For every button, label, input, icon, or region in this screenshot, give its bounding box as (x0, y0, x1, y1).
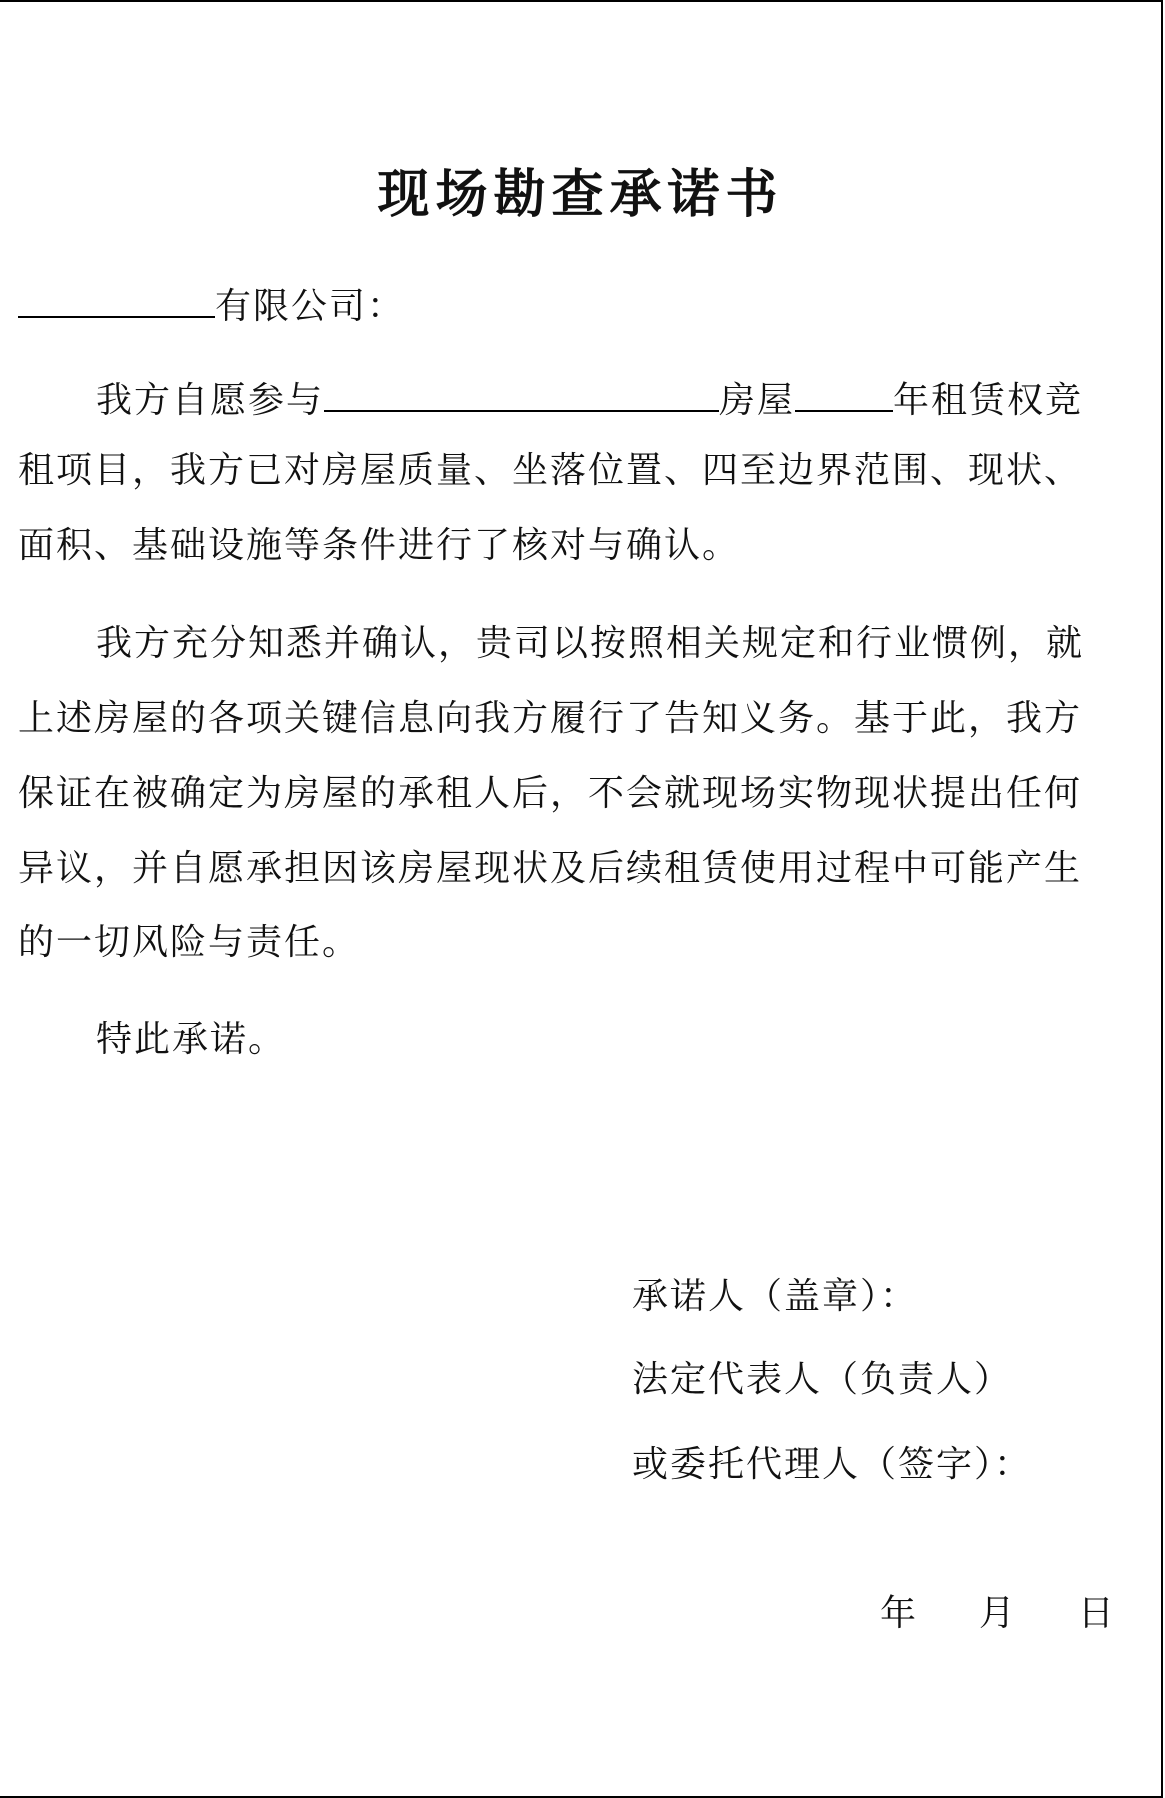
para1-part2: 房屋 (719, 380, 796, 421)
salutation-line (18, 278, 405, 332)
date-line (880, 1589, 1114, 1639)
property-name-blank[interactable] (324, 372, 719, 412)
promisor-seal-label: 承诺人（盖章）： (632, 1276, 919, 1317)
para2-line2: 上述房屋的各项关键信息向我方履行了告知义务。基于此，我方 (18, 698, 1083, 739)
company-name-blank[interactable] (18, 278, 215, 318)
date-year: 年 (880, 1593, 917, 1634)
para1-line3: 面积、基础设施等条件进行了核对与确认。 (18, 525, 741, 566)
legal-rep-label: 法定代表人（负责人） (632, 1359, 1013, 1400)
page-title: 现场勘查承诺书 (377, 164, 784, 225)
para2-line5: 的一切风险与责任。 (18, 922, 361, 963)
salutation-suffix: 有限公司： (215, 286, 406, 327)
para2-line3: 保证在被确定为房屋的承租人后，不会就现场实物现状提出任何 (18, 773, 1083, 814)
lease-years-blank[interactable] (795, 372, 893, 412)
date-day: 日 (1077, 1593, 1114, 1634)
closing-statement: 特此承诺。 (96, 1019, 287, 1060)
date-month: 月 (978, 1593, 1015, 1634)
para1-line2: 租项目，我方已对房屋质量、坐落位置、四至边界范围、现状、 (18, 450, 1083, 491)
agent-sign-label: 或委托代理人（签字）： (632, 1444, 1033, 1485)
para2-line1: 我方充分知悉并确认，贵司以按照相关规定和行业惯例，就 (96, 623, 1085, 664)
para2-line4: 异议，并自愿承担因该房屋现状及后续租赁使用过程中可能产生 (18, 848, 1083, 889)
para1-part1: 我方自愿参与 (96, 380, 325, 421)
para1-part3: 年租赁权竞 (893, 380, 1084, 421)
para1-line1 (96, 372, 1083, 426)
